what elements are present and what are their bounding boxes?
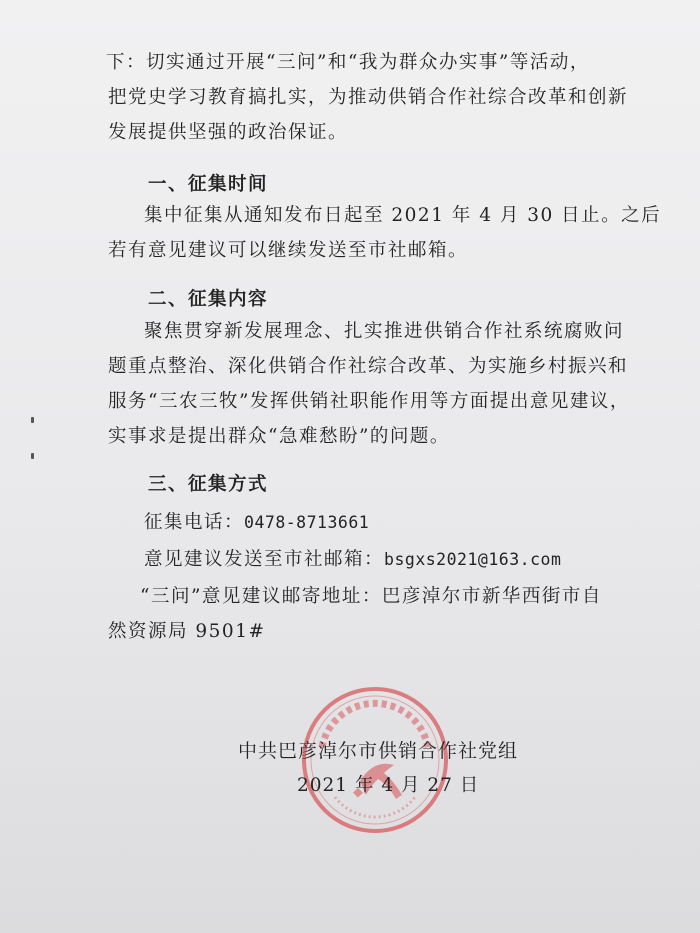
email-address: bsgxs2021@163.com xyxy=(384,550,562,569)
email-label: 意见建议发送至市社邮箱： xyxy=(144,549,385,570)
address-line-2: 然资源局 9501# xyxy=(108,621,266,642)
scan-mark xyxy=(31,417,34,423)
section-heading-method: 三、征集方式 xyxy=(148,474,269,495)
time-line-2: 若有意见建议可以继续发送至市社邮箱。 xyxy=(108,240,469,261)
phone-line xyxy=(144,505,608,540)
content-line-4: 实事求是提出群众“急难愁盼”的问题。 xyxy=(108,426,450,447)
intro-line-2: 把党史学习教育搞扎实，为推动供销合作社综合改革和创新 xyxy=(108,87,629,108)
section-heading-time: 一、征集时间 xyxy=(148,174,269,195)
phone-label: 征集电话： xyxy=(144,512,245,533)
issuing-organization: 中共巴彦淖尔市供销合作社党组 xyxy=(238,740,519,762)
section-time-paragraph xyxy=(108,198,662,268)
section-content-paragraph xyxy=(108,314,630,454)
content-line-3: 服务“三农三牧”发挥供销社职能作用等方面提出意见建议， xyxy=(108,391,630,412)
issue-date: 2021 年 4 月 27 日 xyxy=(297,775,480,796)
intro-line-1: 下：切实通过开展“三问”和“我为群众办实事”等活动， xyxy=(106,52,590,73)
section-method-paragraph xyxy=(108,505,608,649)
phone-number: 0478-8713661 xyxy=(244,513,370,532)
content-line-1: 聚焦贯穿新发展理念、扎实推进供销合作社系统腐败问 xyxy=(144,321,625,342)
address-line-1: “三问”意见建议邮寄地址：巴彦淖尔市新华西街市自 xyxy=(140,586,602,607)
intro-line-3: 发展提供坚强的政治保证。 xyxy=(108,122,349,143)
intro-paragraph xyxy=(106,45,629,150)
section-heading-content: 二、征集内容 xyxy=(148,289,269,310)
time-line-1: 集中征集从通知发布日起至 2021 年 4 月 30 日止。之后 xyxy=(144,205,662,226)
content-line-2: 题重点整治、深化供销合作社综合改革、为实施乡村振兴和 xyxy=(108,356,629,377)
email-line xyxy=(144,542,608,577)
scan-mark xyxy=(31,453,34,459)
